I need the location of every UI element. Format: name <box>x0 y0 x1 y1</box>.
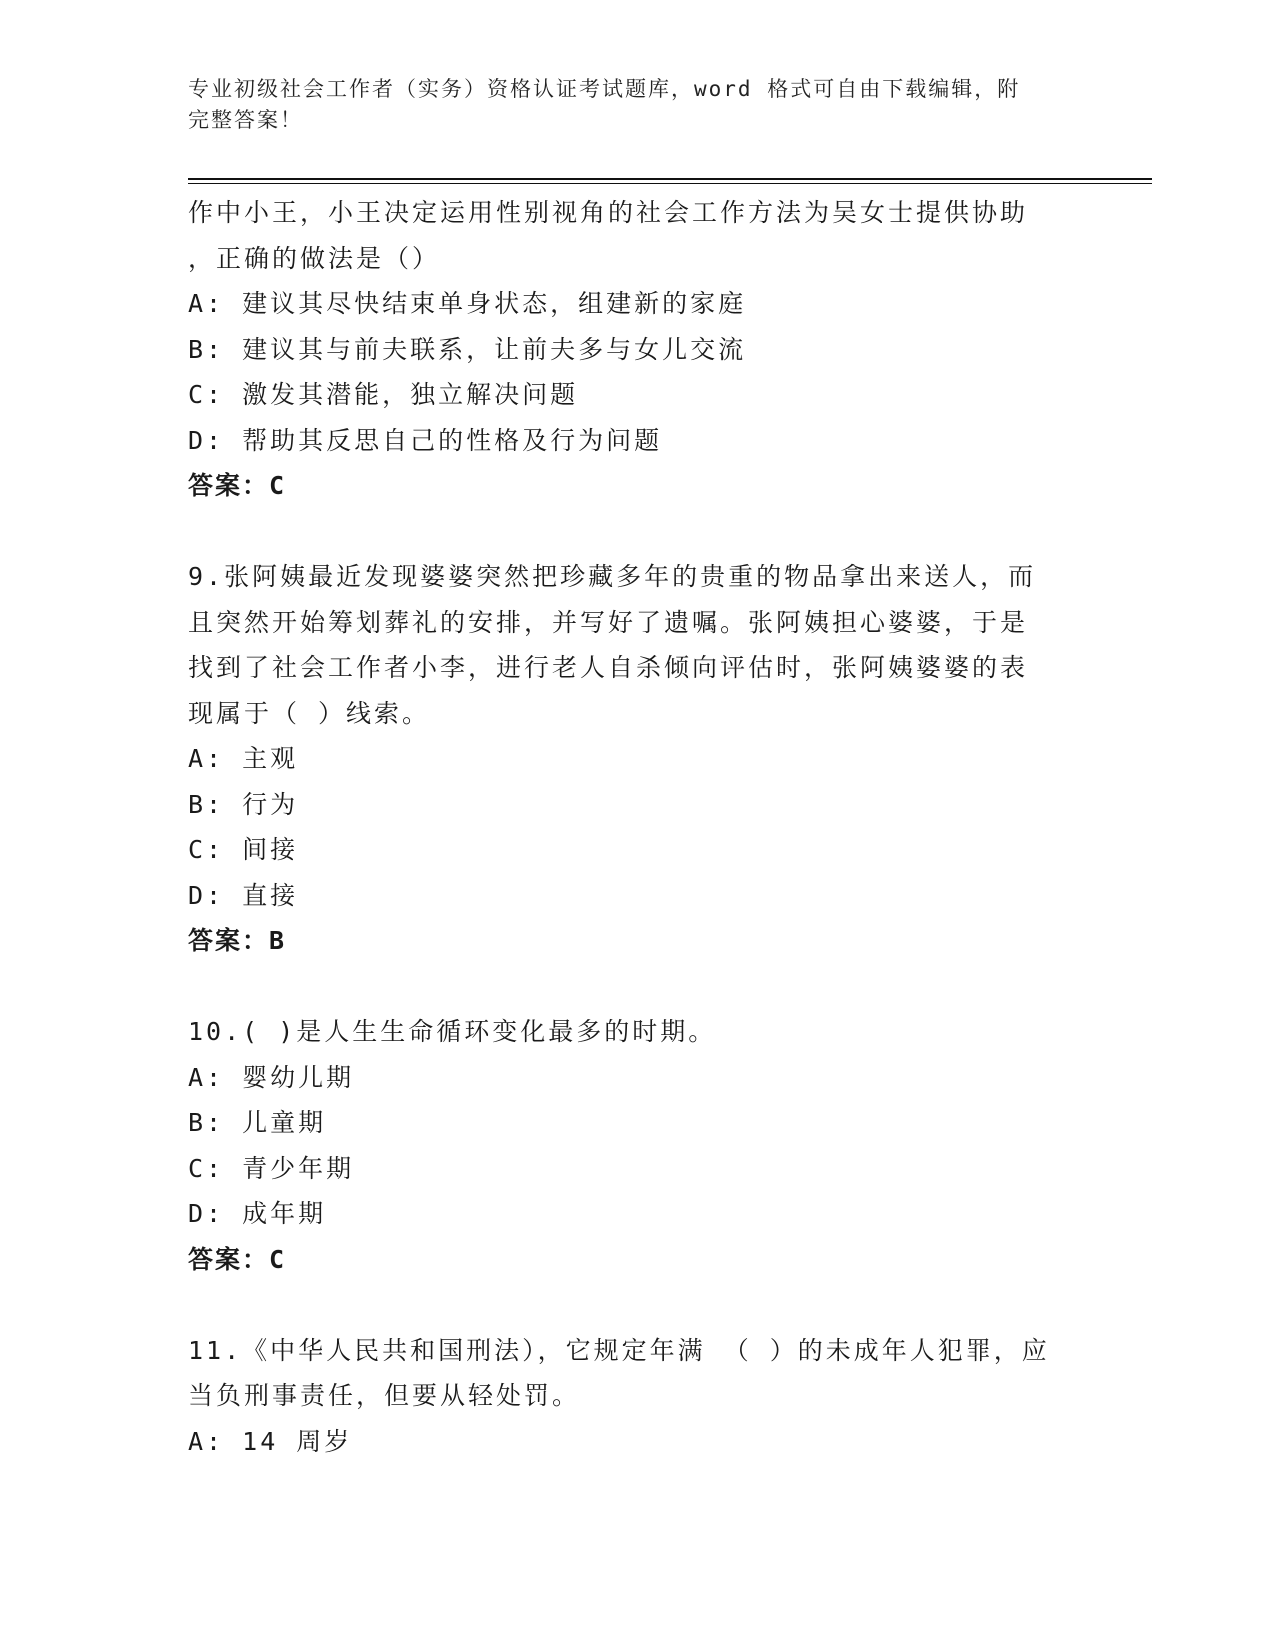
spacer <box>188 1282 1088 1328</box>
option-d: D: 帮助其反思自己的性格及行为问题 <box>188 425 663 455</box>
question-block <box>188 190 1088 509</box>
option-a: A: 14 周岁 <box>188 1426 353 1456</box>
question-stem-line: 找到了社会工作者小李，进行老人自杀倾向评估时，张阿姨婆婆的表 <box>188 653 1029 682</box>
answer-line: 答案：C <box>188 471 287 500</box>
answer-line: 答案：B <box>188 926 287 955</box>
question-stem-line: ，正确的做法是（） <box>188 243 441 273</box>
question-stem-line: 作中小王，小王决定运用性别视角的社会工作方法为吴女士提供协助 <box>188 198 1029 227</box>
document-header <box>188 74 1088 136</box>
question-block <box>188 1328 1088 1465</box>
question-stem-line: 10.( )是人生生命循环变化最多的时期。 <box>188 1017 717 1046</box>
option-c: C: 间接 <box>188 835 299 864</box>
spacer <box>188 964 1088 1010</box>
option-a: A: 主观 <box>188 744 299 773</box>
question-stem-line: 且突然开始筹划葬礼的安排，并写好了遗嘱。张阿姨担心婆婆，于是 <box>188 607 1029 637</box>
option-d: D: 成年期 <box>188 1199 327 1228</box>
option-b: B: 建议其与前夫联系，让前夫多与女儿交流 <box>188 334 747 364</box>
question-stem-line: 9.张阿姨最近发现婆婆突然把珍藏多年的贵重的物品拿出来送人，而 <box>188 562 1037 591</box>
question-stem-line: 11.《中华人民共和国刑法），它规定年满 （ ）的未成年人犯罪，应 <box>188 1335 1050 1365</box>
header-title-line-1: 专业初级社会工作者（实务）资格认证考试题库，word 格式可自由下载编辑，附 <box>188 77 1021 101</box>
header-rule-thin <box>188 183 1152 184</box>
option-b: B: 儿童期 <box>188 1108 327 1137</box>
question-content <box>188 190 1088 1464</box>
header-rule-thick <box>188 178 1152 180</box>
question-block <box>188 554 1088 964</box>
question-stem-line: 现属于（ ）线索。 <box>188 698 431 728</box>
option-c: C: 激发其潜能，独立解决问题 <box>188 380 579 409</box>
question-stem-line: 当负刑事责任，但要从轻处罚。 <box>188 1381 581 1410</box>
question-block <box>188 1009 1088 1282</box>
spacer <box>188 509 1088 555</box>
answer-line: 答案：C <box>188 1244 287 1274</box>
option-a: A: 建议其尽快结束单身状态，组建新的家庭 <box>188 289 747 318</box>
header-title-line-2: 完整答案！ <box>188 108 303 132</box>
option-d: D: 直接 <box>188 880 299 910</box>
option-a: A: 婴幼儿期 <box>188 1062 355 1092</box>
option-b: B: 行为 <box>188 789 299 819</box>
option-c: C: 青少年期 <box>188 1153 355 1183</box>
